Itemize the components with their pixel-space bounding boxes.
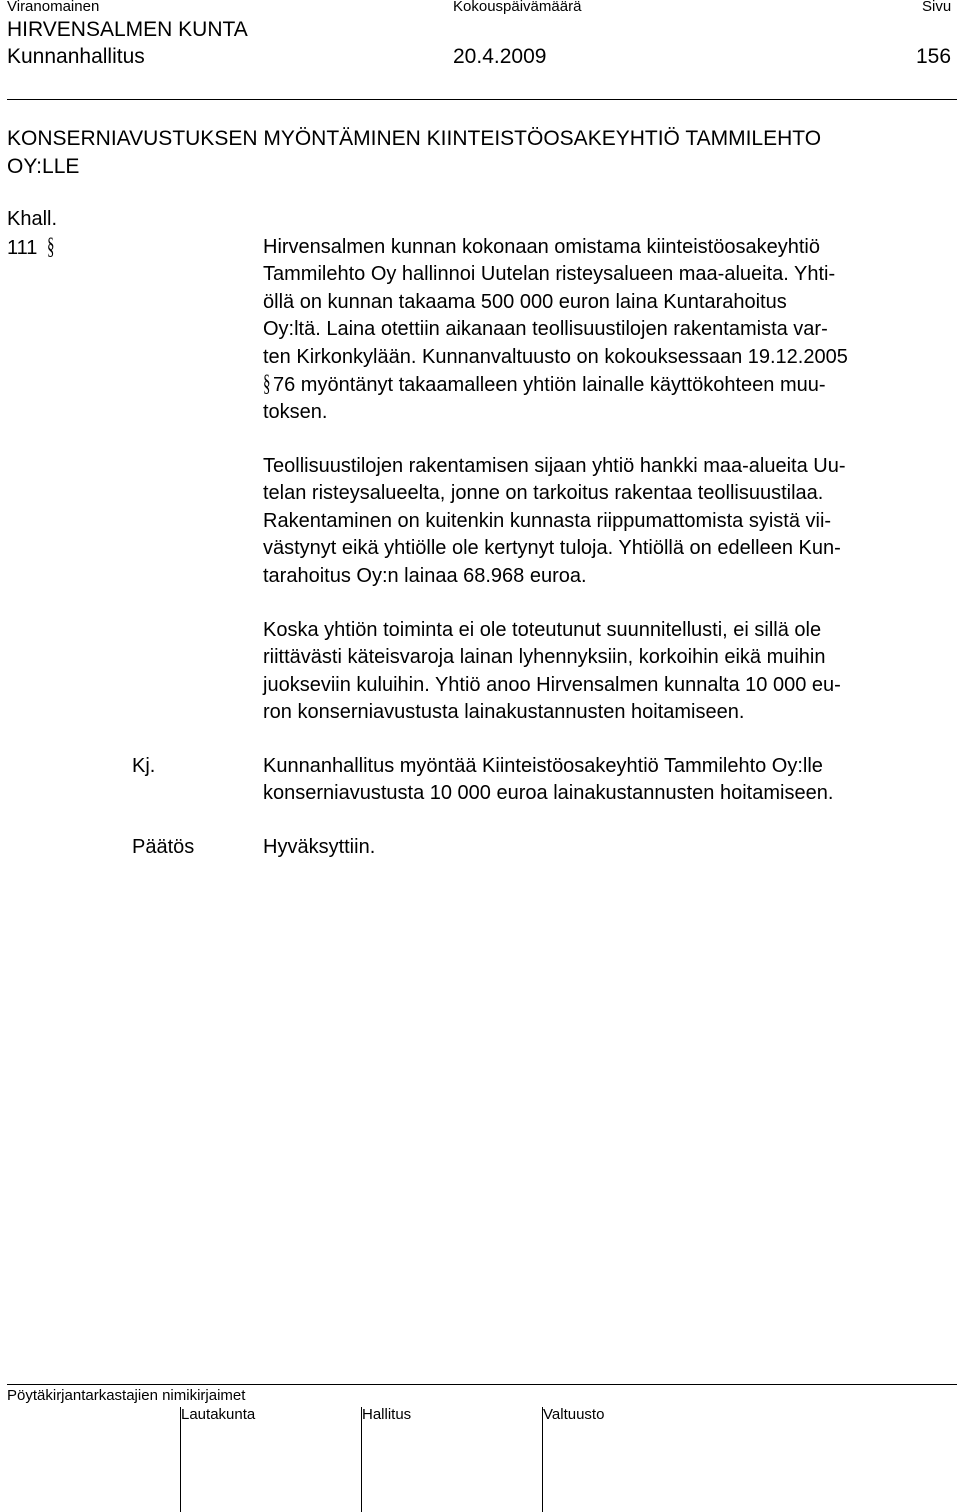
paragraph-line: öllä on kunnan takaama 500 000 euron laina Kuntarahoitus [263, 290, 787, 313]
paragraph-line: juokseviin kuluihin. Yhtiö anoo Hirvensalmen kunnalta 10 000 eu- [263, 673, 841, 696]
page-number: 156 [916, 45, 952, 68]
paragraph-2 [263, 453, 953, 590]
paragraph-line: Hirvensalmen kunnan kokonaan omistama kiinteistöosakeyhtiö [263, 236, 820, 258]
footer-separator [180, 1407, 181, 1512]
item-number: 111 [7, 237, 38, 259]
footer-separator [542, 1407, 543, 1512]
section-sign: § [46, 234, 55, 260]
proposal-label: Kj. [132, 755, 156, 777]
footer-col-valtuusto: Valtuusto [543, 1406, 605, 1423]
paragraph-line: Tammilehto Oy hallinnoi Uutelan risteysalueen maa-alueita. Yhti- [263, 263, 836, 286]
decision-label: Päätös [132, 836, 195, 858]
footer-separator [361, 1407, 362, 1512]
decision-text: Hyväksyttiin. [263, 836, 376, 858]
document-title-line-2: OY:LLE [7, 155, 80, 178]
paragraph-line: telan risteysalueelta, jonne on tarkoitus rakentaa teollisuustilaa. [263, 482, 824, 505]
paragraph-line: ten Kirkonkylään. Kunnanvaltuusto on kokouksessaan 19.12.2005 [263, 345, 848, 368]
paragraph-line: ron konserniavustusta lainakustannusten hoitamiseen. [263, 701, 745, 724]
paragraph-1 [263, 234, 953, 427]
footer-col-lautakunta: Lautakunta [181, 1406, 256, 1423]
label-sivu: Sivu [922, 0, 952, 15]
signatures-label: Pöytäkirjantarkastajien nimikirjaimet [7, 1387, 246, 1404]
paragraph-line: Teollisuustilojen rakentamisen sijaan yhtiö hankki maa-alueita Uu- [263, 455, 846, 477]
header-divider [7, 99, 957, 100]
organization-name: HIRVENSALMEN KUNTA [7, 18, 248, 41]
paragraph-line: västynyt eikä yhtiölle ole kertynyt tuloja. Yhtiöllä on edelleen Kun- [263, 537, 841, 560]
label-kokouspaivamaara: Kokouspäivämäärä [453, 0, 582, 15]
proposal-line: Kunnanhallitus myöntää Kiinteistöosakeyhtiö Tammilehto Oy:lle [263, 755, 823, 777]
paragraph-3 [263, 617, 953, 727]
item-number-row [7, 234, 59, 262]
paragraph-line: riittävästi käteisvaroja lainan lyhennyksiin, korkoihin eikä muihin [263, 646, 826, 669]
label-viranomainen: Viranomainen [7, 0, 100, 15]
item-label: Khall. [7, 208, 58, 230]
paragraph-line: Rakentaminen on kuitenkin kunnasta riippumattomista syistä vii- [263, 509, 832, 532]
body-name: Kunnanhallitus [7, 45, 145, 68]
proposal-line: konserniavustusta 10 000 euroa lainakustannusten hoitamiseen. [263, 782, 834, 805]
paragraph-line [263, 371, 953, 399]
document-title-line-1: KONSERNIAVUSTUKSEN MYÖNTÄMINEN KIINTEISTÖOSAKEYHTIÖ TAMMILEHTO [7, 127, 822, 150]
paragraph-line-text: 76 myöntänyt takaamalleen yhtiön lainalle käyttökohteen muu- [273, 374, 826, 397]
footer-divider [7, 1384, 957, 1385]
paragraph-line: tarahoitus Oy:n lainaa 68.968 euroa. [263, 564, 587, 587]
section-sign: § [263, 371, 271, 398]
footer-col-hallitus: Hallitus [362, 1406, 412, 1423]
meeting-date: 20.4.2009 [453, 45, 547, 68]
paragraph-line: Koska yhtiön toiminta ei ole toteutunut suunnitellusti, ei sillä ole [263, 619, 822, 641]
proposal-text [263, 753, 953, 808]
paragraph-line: Oy:ltä. Laina otettiin aikanaan teollisuustilojen rakentamista var- [263, 318, 828, 341]
paragraph-line: toksen. [263, 401, 328, 424]
